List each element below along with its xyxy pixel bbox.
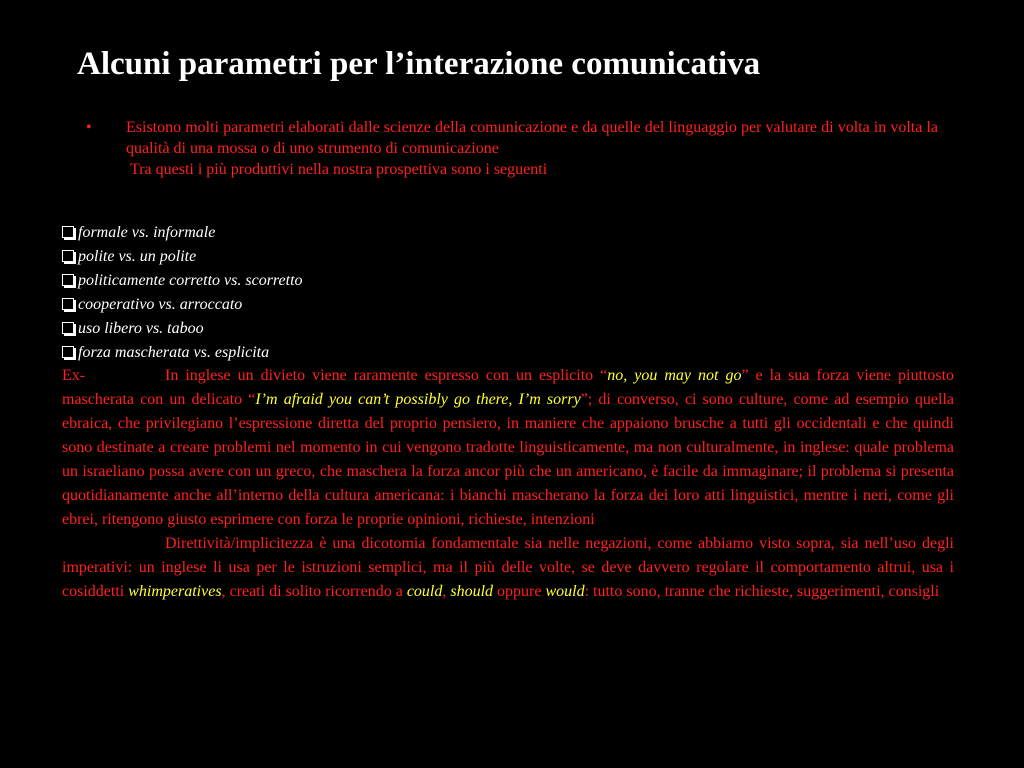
checklist-item-label: politicamente corretto vs. scorretto xyxy=(78,272,303,289)
checkbox-bullet-icon xyxy=(62,250,74,262)
checklist-item-label: uso libero vs. taboo xyxy=(78,320,204,337)
intro-text xyxy=(126,117,938,180)
term-whimperatives: whimperatives xyxy=(128,583,222,600)
quote-masked: I’m afraid you can’t possibly go there, I’m sorry xyxy=(255,391,581,408)
checklist-item xyxy=(62,341,303,365)
parameter-checklist xyxy=(62,221,303,365)
checkbox-bullet-icon xyxy=(62,226,74,238)
checklist-item xyxy=(62,293,303,317)
slide-title: Alcuni parametri per l’interazione comunicativa xyxy=(77,46,761,82)
checklist-item xyxy=(62,317,303,341)
checklist-item-label: polite vs. un polite xyxy=(78,248,197,265)
text-run: oppure xyxy=(493,583,546,600)
checkbox-bullet-icon xyxy=(62,346,74,358)
checklist-item xyxy=(62,221,303,245)
text-run: ” e la sua forza viene piuttosto mascherata con un delicato “ xyxy=(62,367,955,408)
checklist-item-label: formale vs. informale xyxy=(78,224,216,241)
directness-paragraph xyxy=(62,532,954,604)
example-paragraph xyxy=(62,364,954,532)
checklist-item xyxy=(62,245,303,269)
text-run: : tutto sono, tranne che richieste, suggerimenti, consigli xyxy=(584,583,940,600)
body-text xyxy=(62,364,954,604)
checklist-item-label: cooperativo vs. arroccato xyxy=(78,296,243,313)
checkbox-bullet-icon xyxy=(62,322,74,334)
checkbox-bullet-icon xyxy=(62,298,74,310)
text-run: ”; di converso, ci sono culture, come ad esempio quella ebraica, che privilegiano l’espressione diretta del proprio pensiero, in maniere che appaiono brusche a tutti gli occidentali e che quindi sono destinate a creare problemi nel momento in cui vengono tradotte linguisticamente, ma non culturalmente, in inglese: quale problema un israeliano possa avere con un greco, che maschera la forza ancor più che un americano, è facile da immaginare; il problema si presenta quotidianamente anche all’interno della cultura americana: i bianchi mascherano la forza dei loro atti linguistici, mentre i neri, come gli ebrei, ritengono giusto esprimere con forza le proprie opinioni, richieste, intenzioni xyxy=(62,391,955,528)
text-run: , creati di solito ricorrendo a xyxy=(221,583,407,600)
term-would: would xyxy=(545,583,585,600)
bullet-marker: • xyxy=(86,119,92,136)
term-should: should xyxy=(450,583,494,600)
example-label: Ex- xyxy=(62,367,86,384)
text-run: In inglese un divieto viene raramente espresso con un esplicito “ xyxy=(165,367,608,384)
intro-line-a: Esistono molti parametri elaborati dalle scienze della comunicazione e da quelle del linguaggio per valutare di volta in volta la qualità di una mossa o di uno strumento di comunicazione xyxy=(126,119,938,157)
term-could: could xyxy=(406,583,443,600)
checkbox-bullet-icon xyxy=(62,274,74,286)
checklist-item xyxy=(62,269,303,293)
intro-line-b: Tra questi i più produttivi nella nostra prospettiva sono i seguenti xyxy=(130,161,548,178)
quote-direct: no, you may not go xyxy=(607,367,742,384)
checklist-item-label: forza mascherata vs. esplicita xyxy=(78,344,270,361)
text-run: Direttività/implicitezza è una dicotomia fondamentale sia nelle negazioni, come abbiamo visto sopra, sia nell’uso degli imperativi: un inglese li usa per le istruzioni semplici, ma il più delle volte, se deve davvero regolare il comportamento altrui, usa i cosiddetti xyxy=(62,535,954,600)
text-run: , xyxy=(442,583,451,600)
intro-bullet-item xyxy=(86,117,938,180)
